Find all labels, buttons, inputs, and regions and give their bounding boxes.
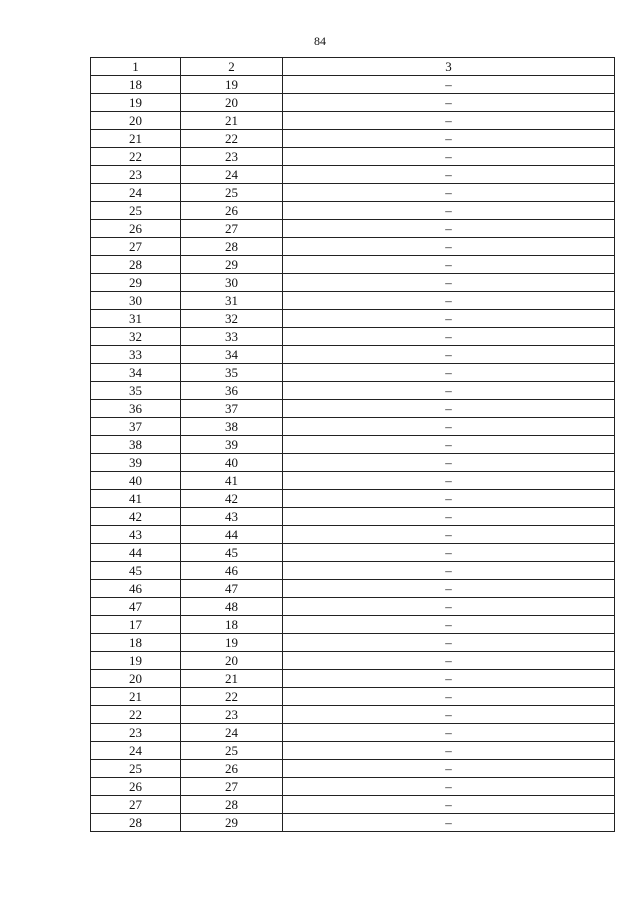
table-cell-col-3: – <box>283 562 615 580</box>
table-cell-col-1: 28 <box>91 256 181 274</box>
table-row <box>91 418 615 436</box>
table-cell-col-2: 43 <box>181 508 283 526</box>
table-cell-col-2: 32 <box>181 310 283 328</box>
table-row <box>91 400 615 418</box>
table-cell-col-2: 22 <box>181 130 283 148</box>
table-row <box>91 436 615 454</box>
table-cell-col-2: 40 <box>181 454 283 472</box>
table-cell-col-1: 36 <box>91 400 181 418</box>
table-cell-col-1: 33 <box>91 346 181 364</box>
table-row <box>91 634 615 652</box>
table-row <box>91 238 615 256</box>
table-cell-col-2: 23 <box>181 148 283 166</box>
table-row <box>91 688 615 706</box>
table-cell-col-1: 39 <box>91 454 181 472</box>
table-cell-col-1: 24 <box>91 184 181 202</box>
table-cell-col-1: 19 <box>91 94 181 112</box>
table-row <box>91 148 615 166</box>
table-row <box>91 598 615 616</box>
table-cell-col-3: – <box>283 364 615 382</box>
table-cell-col-2: 25 <box>181 742 283 760</box>
table-cell-col-1: 27 <box>91 796 181 814</box>
table-cell-col-3: – <box>283 202 615 220</box>
table-cell-col-1: 43 <box>91 526 181 544</box>
table-cell-col-2: 36 <box>181 382 283 400</box>
table-cell-col-1: 44 <box>91 544 181 562</box>
table-row <box>91 166 615 184</box>
table-row <box>91 544 615 562</box>
table-cell-col-2: 27 <box>181 778 283 796</box>
table-cell-col-2: 45 <box>181 544 283 562</box>
table-cell-col-3: – <box>283 760 615 778</box>
table-row <box>91 274 615 292</box>
table-cell-col-1: 30 <box>91 292 181 310</box>
table-cell-col-2: 37 <box>181 400 283 418</box>
table-cell-col-2: 46 <box>181 562 283 580</box>
table-cell-col-3: – <box>283 256 615 274</box>
table-row <box>91 382 615 400</box>
table-cell-col-2: 44 <box>181 526 283 544</box>
table-cell-col-1: 17 <box>91 616 181 634</box>
table-cell-col-3: – <box>283 310 615 328</box>
table-cell-col-3: – <box>283 634 615 652</box>
table-cell-col-1: 18 <box>91 76 181 94</box>
table-cell-col-3: – <box>283 472 615 490</box>
table-cell-col-1: 20 <box>91 670 181 688</box>
table-row <box>91 508 615 526</box>
table-cell-col-1: 26 <box>91 220 181 238</box>
table-row <box>91 670 615 688</box>
table-cell-col-1: 34 <box>91 364 181 382</box>
table-cell-col-2: 48 <box>181 598 283 616</box>
table-cell-col-2: 20 <box>181 652 283 670</box>
table-cell-col-1: 41 <box>91 490 181 508</box>
table-row <box>91 490 615 508</box>
table-cell-col-3: – <box>283 418 615 436</box>
table-cell-col-3: – <box>283 778 615 796</box>
table-cell-col-1: 27 <box>91 238 181 256</box>
table-row <box>91 760 615 778</box>
table-row <box>91 814 615 832</box>
data-table <box>90 57 615 832</box>
table-cell-col-1: 25 <box>91 202 181 220</box>
table-row <box>91 94 615 112</box>
table-row <box>91 472 615 490</box>
table-cell-col-1: 23 <box>91 166 181 184</box>
table-cell-col-3: – <box>283 436 615 454</box>
table-row <box>91 724 615 742</box>
table-cell-col-1: 28 <box>91 814 181 832</box>
table-cell-col-1: 21 <box>91 130 181 148</box>
table-cell-col-2: 39 <box>181 436 283 454</box>
table-row <box>91 706 615 724</box>
table-row <box>91 184 615 202</box>
table-cell-col-1: 22 <box>91 706 181 724</box>
table-cell-col-1: 24 <box>91 742 181 760</box>
table-cell-col-2: 33 <box>181 328 283 346</box>
table-cell-col-2: 26 <box>181 202 283 220</box>
table-cell-col-2: 27 <box>181 220 283 238</box>
table-row <box>91 616 615 634</box>
table-cell-col-3: – <box>283 382 615 400</box>
table-cell-col-3: – <box>283 742 615 760</box>
table-cell-col-3: – <box>283 328 615 346</box>
table-cell-col-2: 18 <box>181 616 283 634</box>
table-cell-col-3: – <box>283 526 615 544</box>
table-cell-col-1: 23 <box>91 724 181 742</box>
table-cell-col-3: – <box>283 274 615 292</box>
table-cell-col-3: – <box>283 544 615 562</box>
table-cell-col-3: – <box>283 238 615 256</box>
table-cell-col-2: 21 <box>181 112 283 130</box>
table-cell-col-3: – <box>283 94 615 112</box>
table-cell-col-2: 26 <box>181 760 283 778</box>
table-body <box>91 76 615 832</box>
table-row <box>91 76 615 94</box>
table-cell-col-3: – <box>283 400 615 418</box>
table-cell-col-2: 29 <box>181 814 283 832</box>
table-row <box>91 256 615 274</box>
table-cell-col-1: 29 <box>91 274 181 292</box>
table-row <box>91 778 615 796</box>
table-cell-col-2: 35 <box>181 364 283 382</box>
table-cell-col-3: – <box>283 220 615 238</box>
table-cell-col-1: 45 <box>91 562 181 580</box>
table-cell-col-3: – <box>283 616 615 634</box>
table-cell-col-2: 30 <box>181 274 283 292</box>
table-cell-col-1: 38 <box>91 436 181 454</box>
table-cell-col-3: – <box>283 148 615 166</box>
table-cell-col-2: 41 <box>181 472 283 490</box>
table-cell-col-2: 47 <box>181 580 283 598</box>
table-cell-col-3: – <box>283 112 615 130</box>
table-row <box>91 580 615 598</box>
table-cell-col-1: 25 <box>91 760 181 778</box>
table-cell-col-2: 25 <box>181 184 283 202</box>
table-cell-col-3: – <box>283 184 615 202</box>
table-cell-col-3: – <box>283 454 615 472</box>
table-cell-col-1: 46 <box>91 580 181 598</box>
table-cell-col-3: – <box>283 814 615 832</box>
table-cell-col-2: 20 <box>181 94 283 112</box>
table-row <box>91 562 615 580</box>
table-cell-col-3: – <box>283 166 615 184</box>
table-row <box>91 742 615 760</box>
table-cell-col-2: 19 <box>181 76 283 94</box>
table-cell-col-1: 40 <box>91 472 181 490</box>
table-cell-col-2: 22 <box>181 688 283 706</box>
table-cell-col-2: 29 <box>181 256 283 274</box>
table-row <box>91 364 615 382</box>
table-row <box>91 454 615 472</box>
table-cell-col-2: 19 <box>181 634 283 652</box>
table-cell-col-3: – <box>283 508 615 526</box>
table-cell-col-2: 24 <box>181 724 283 742</box>
table-row <box>91 292 615 310</box>
table-row <box>91 202 615 220</box>
table-cell-col-1: 47 <box>91 598 181 616</box>
table-row <box>91 112 615 130</box>
table-row <box>91 796 615 814</box>
table-cell-col-1: 22 <box>91 148 181 166</box>
table-cell-col-3: – <box>283 490 615 508</box>
table-cell-col-1: 19 <box>91 652 181 670</box>
column-header-3: 3 <box>283 58 615 76</box>
data-table-container <box>90 57 614 832</box>
table-cell-col-3: – <box>283 292 615 310</box>
table-cell-col-3: – <box>283 598 615 616</box>
table-cell-col-3: – <box>283 346 615 364</box>
table-cell-col-3: – <box>283 76 615 94</box>
table-cell-col-1: 21 <box>91 688 181 706</box>
table-cell-col-1: 18 <box>91 634 181 652</box>
table-cell-col-2: 31 <box>181 292 283 310</box>
table-cell-col-1: 35 <box>91 382 181 400</box>
table-cell-col-3: – <box>283 688 615 706</box>
column-header-2: 2 <box>181 58 283 76</box>
table-cell-col-2: 23 <box>181 706 283 724</box>
table-row <box>91 220 615 238</box>
table-cell-col-2: 24 <box>181 166 283 184</box>
table-cell-col-2: 28 <box>181 796 283 814</box>
table-cell-col-1: 37 <box>91 418 181 436</box>
table-cell-col-1: 42 <box>91 508 181 526</box>
table-cell-col-1: 20 <box>91 112 181 130</box>
table-row <box>91 526 615 544</box>
table-cell-col-3: – <box>283 706 615 724</box>
table-row <box>91 346 615 364</box>
table-header <box>91 58 615 76</box>
table-header-row <box>91 58 615 76</box>
page-number: 84 <box>314 34 326 48</box>
table-cell-col-2: 38 <box>181 418 283 436</box>
table-row <box>91 652 615 670</box>
table-cell-col-1: 32 <box>91 328 181 346</box>
table-row <box>91 310 615 328</box>
table-cell-col-3: – <box>283 580 615 598</box>
table-row <box>91 130 615 148</box>
column-header-1: 1 <box>91 58 181 76</box>
table-cell-col-3: – <box>283 724 615 742</box>
table-cell-col-3: – <box>283 652 615 670</box>
table-cell-col-1: 31 <box>91 310 181 328</box>
table-cell-col-3: – <box>283 670 615 688</box>
table-cell-col-2: 34 <box>181 346 283 364</box>
table-cell-col-1: 26 <box>91 778 181 796</box>
table-cell-col-2: 28 <box>181 238 283 256</box>
table-cell-col-2: 21 <box>181 670 283 688</box>
table-row <box>91 328 615 346</box>
table-cell-col-3: – <box>283 796 615 814</box>
table-cell-col-3: – <box>283 130 615 148</box>
table-cell-col-2: 42 <box>181 490 283 508</box>
